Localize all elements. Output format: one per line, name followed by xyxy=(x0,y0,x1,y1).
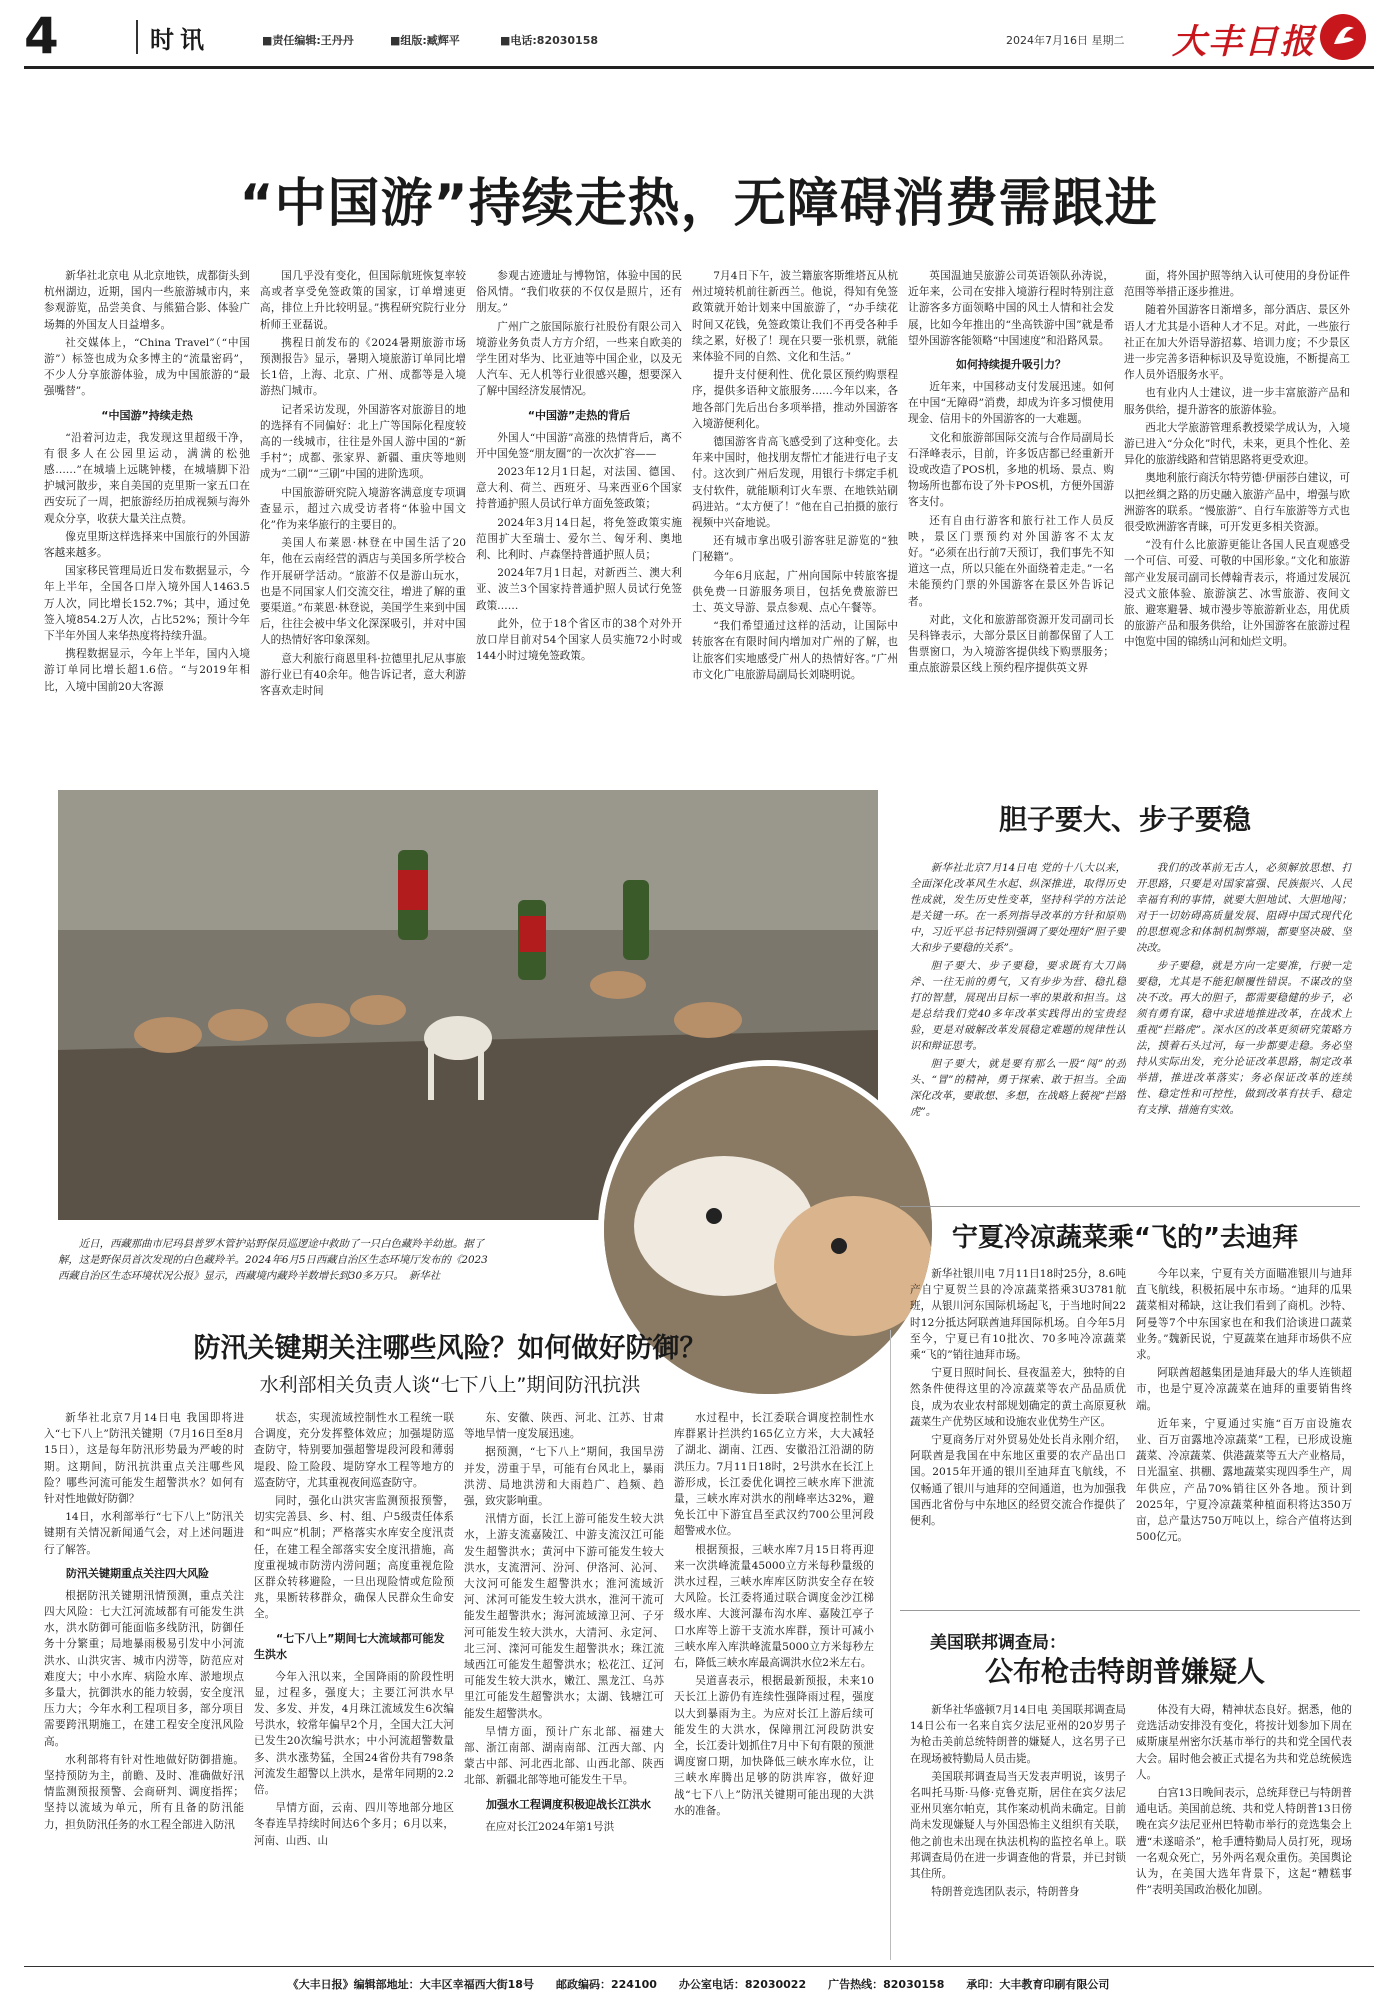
flood-subhead-2: “七下八上”期间七大流域都可能发生洪水 xyxy=(254,1631,445,1661)
section-label: 时讯 xyxy=(150,26,210,54)
footer-rule xyxy=(24,1966,1374,1967)
editor-credit: ■责任编辑:王丹丹 xyxy=(262,34,354,47)
lead-column-3: 参观古迹遗址与博物馆，体验中国的民俗风情。“我们收获的不仅仅是照片，还有朋友。” 广州广之旅国际旅行社股份有限公司入境游业务负责人方方介绍，一些来自欧美的学生团对华为、比亚迪等中国企业，以及无人汽车、无人机等行业很感兴趣，想要深入了解中国经济发展情况。 “中国游”走热的背后 外国人“中国游”高涨的热情背后，离不开中国免签“朋友圈”的一次次扩容—— 2023年12月1日起，对法国、德国、意大利、荷兰、西班牙、马来西亚6个国家持普通护照人员试行单方面免签政策； 2024年3月14日起，将免签政策实施范围扩大至瑞士、爱尔兰、匈牙利、奥地利、比利时、卢森堡持普通护照人员； 2024年7月1日起，对新西兰、澳大利亚、波兰3个国家持普通护照人员试行免签政策…… 此外，位于18个省区市的38个对外开放口岸目前对54个国家人员实施72小时或144小时过境免签政策。 xyxy=(476,270,682,663)
flood-column-3: 东、安徽、陕西、河北、江苏、甘肃等地旱情一度发展迅速。 据预测，“七下八上”期间，我国旱涝并发，涝重于旱，可能有台风北上，暴雨洪涝、局地洪涝和大雨趋广、趋频、趋强，致灾影响重。 汛情方面，长江上游可能发生较大洪水，上游支流嘉陵江、中游支流汉江可能发生超警洪水；黄河中下游可能发生较大洪水，支流渭河、汾河、伊洛河、沁河、大汶河可能发生超警洪水；淮河流域沂河、沭河可能发生较大洪水，淮河干流可能发生超警洪水；海河流域漳卫河、子牙河可能发生较大洪水，大清河、永定河、北三河、滦河可能发生超警洪水；珠江流域西江可能发生超警洪水；松花江、辽河可能发生较大洪水，嫩江、黑龙江、乌苏里江可能发生超警洪水；太湖、钱塘江可能发生超警洪水。 旱情方面，预计广东北部、福建大部、浙江南部、湖南南部、江西大部、内蒙古中部、河北西北部、山西北部、陕西北部、新疆北部等地可能发生干旱。 加强水工程调度积极迎战长江洪水 在应对长江2024年第1号洪 xyxy=(464,1412,664,1833)
column-divider xyxy=(890,1330,891,1960)
flood-column-1: 新华社北京7月14日电 我国即将进入“七下八上”防汛关键期（7月16日至8月15日），这是每年防汛形势最为严峻的时期。这期间，防汛抗洪重点关注哪些风险？哪些河流可能发生超警洪水？如何有针对性地做好防御？ 14日，水利部举行“七下八上”防汛关键期有关情况新闻通气会，对上述问题进行了解答。 防汛关键期重点关注四大风险 根据防汛关键期汛情预测，重点关注四大风险：七大江河流域都有可能发生洪水，洪水防御可能面临多线防汛，防御任务十分繁重；局地暴雨极易引发中小河流洪水、山洪灾害、城市内涝等，防范应对难度大；中小水库、病险水库、淤地坝点多量大，抗御洪水的能力较弱，安全度汛压力大；今年水利工程项目多，部分项目需要跨汛期施工，在建工程安全度汛风险高。 水利部将有针对性地做好防御措施。坚持预防为主，前瞻、及时、准确做好汛情监测预报预警、会商研判、调度指挥；坚持以流域为单元，所有且备的防汛能力，担负防汛任务的水工程全部进入防汛 xyxy=(44,1412,244,1831)
editorial-column-1: 新华社北京7月14日电 党的十八大以来，全面深化改革风生水起、纵深推进，取得历史性成就，发生历史性变革，坚持科学的方法论是关键一环。在一系列指导改革的方针和原则中，习近平总书记特别强调了要处理好“胆子要大和步子要稳的关系”。 胆子要大、步子要稳，要求既有大刀阔斧、一往无前的勇气，又有步步为营、稳扎稳打的智慧，展现出目标一率的果敢和担当。这是总结我们党40多年改革实践得出的宝贵经验，更是对破解改革发展稳定难题的规律性认识和辩证思考。 胆子要大，就是要有那么一股“闯”的劲头、“冒”的精神，勇于探索、敢于担当。全面深化改革，要敢想、多想，在战略上藐视“拦路虎”。 xyxy=(910,862,1126,1118)
lead-column-4: 7月4日下午，波兰籍旅客斯维塔瓦从杭州过境转机前往新西兰。他说，得知有免签政策就开始计划来中国旅游了，“办手续花时间又花钱，免签政策让我们不再受各种手续之累，好极了！现在只要一张机票，就能来体验不同的自然、文化和生活。” 提升支付便利性、优化景区预约购票程序，提供多语种文旅服务……今年以来，各地各部门先后出台多项举措，推动外国游客入境游便利化。 德国游客肯高飞感受到了这种变化。去年来中国时，他找朋友帮忙才能进行电子支付。这次到广州后发现，用银行卡绑定手机支付软件，就能顺利订火车票、在地铁站刷码进站。“太方便了！”他在自己拍摄的旅行视频中兴奋地说。 还有城市拿出吸引游客驻足游览的“独门秘籍”。 今年6月底起，广州向国际中转旅客提供免费一日游服务项目，包括免费旅游巴士、英文导游、景点参观、点心午餐等。 “我们希望通过这样的活动，让国际中转旅客在有限时间内增加对广州的了解，也让旅客们实地感受广州人的热情好客。”广州市文化广电旅游局副局长刘晓明说。 xyxy=(692,270,898,681)
flood-headline: 防汛关键期关注哪些风险？如何做好防御？ xyxy=(193,1333,707,1364)
footer-info: 《大丰日报》编辑部地址：大丰区幸福西大街18号 邮政编码：224100 办公室电话：82030022 广告热线：82030158 承印：大丰教育印刷有限公司 xyxy=(287,1978,1110,1991)
issue-date: 2024年7月16日 星期二 xyxy=(1006,34,1125,47)
lead-column-6: 面，将外国护照等纳入认可使用的身份证件范围等举措正逐步推进。 随着外国游客日渐增多，部分酒店、景区外语人才尤其是小语种人才不足。对此，一些旅行社正在加大外语导游招募、培训力度；不少景区进一步完善多语种标识及导览设施，不断提高工作人员外语服务水平。 也有业内人士建议，进一步丰富旅游产品和服务供给，提升游客的旅游体验。 西北大学旅游管理系教授梁学成认为，入境游已进入“分众化”时代，未来，更具个性化、差异化的旅游线路和营销思路将更受欢迎。 奥地利旅行商沃尔特劳德·伊丽莎白建议，可以把丝绸之路的历史融入旅游产品中，增强与欧洲游客的联系。“慢旅游”、自行车旅游等方式也很受欧洲游客青睐，可开发更多相关资源。 “没有什么比旅游更能让各国人民直观感受一个可信、可爱、可敬的中国形象。”文化和旅游部产业发展司副司长傅翰青表示，将通过发展沉浸式文旅体验、旅游演艺、冰雪旅游、夜间文旅、避寒避暑、城市漫步等旅游新业态，用优质的旅游产品和服务供给，让外国游客在旅游过程中饱览中国的锦绣山河和灿烂文明。 xyxy=(1124,270,1350,649)
flood-column-2: 状态，实现流域控制性水工程统一联合调度，充分发挥整体效应；加强堤防巡查防守，特别要加强超警堤段河段和薄弱堤段、险工险段、堤防穿水工程等地方的巡查防守，尤其重视夜间巡查防守。 同时，强化山洪灾害监测预报预警，切实完善县、乡、村、组、户5级责任体系和“叫应”机制；严格落实水库安全度汛责任，在建工程全部落实安全度汛措施，高度重视城市防涝内涝问题；高度重视危险区群众转移避险，一旦出现险情或危险预兆，果断转移群众，确保人民群众生命安全。 “七下八上”期间七大流域都可能发生洪水 今年入汛以来，全国降雨的阶段性明显，过程多，强度大；主要江河洪水早发、多发、并发，4月珠江流域发生6次编号洪水，较常年偏早2个月，全国大江大河已发生20次编号洪水；中小河流超警数量多、洪水涨势猛，全国24省份共有798条河流发生超警以上洪水，是常年同期的2.2倍。 旱情方面，云南、四川等地部分地区冬春连旱持续时间达6个多月；6月以来，河南、山西、山 xyxy=(254,1412,454,1847)
photo-caption: 近日，西藏那曲市尼玛县普罗木管护站野保员巡逻途中救助了一只白色藏羚羊幼崽。据了解，这是野保员首次发现的白色藏羚羊。2024年6月5日西藏自治区生态环境厅发布的《2023西藏自治区生态环境状况公报》显示，西藏境内藏羚羊数增长到30多万只。 新华社 xyxy=(58,1238,488,1282)
lead-subhead-3: 如何持续提升吸引力？ xyxy=(956,358,1066,372)
header-divider xyxy=(136,20,138,54)
flood-subhead-3: 加强水工程调度积极迎战长江洪水 xyxy=(486,1797,651,1811)
lead-column-1: 新华社北京电 从北京地铁，成都街头到杭州湖边，近期，国内一些旅游城市内，来参观游览，品尝美食、与熊猫合影、体验广场舞的外国友人日益增多。 社交媒体上，“China Travel”（“中国游”）标签也成为众多博主的“流量密码”，不少人分享旅游体验，成为中国旅游的“最强嘴替”。 “中国游”持续走热 “沿着河边走，我发现这里超级干净，有很多人在公园里运动，满满的松弛感……”在城墙上远眺钟楼，在城墙脚下沿护城河散步，来自美国的克里斯一家五口在西安玩了一周，把旅游经历拍成视频与海外观众分享，收获大量关注点赞。 像克里斯这样选择来中国旅行的外国游客越来越多。 国家移民管理局近日发布数据显示，今年上半年，全国各口岸入境外国人1463.5万人次，同比增长152.7%；其中，通过免签入境854.2万人次，占比52%；预计今年下半年外国人来华热度将持续升温。 携程数据显示，今年上半年，国内入境游订单同比增长超1.6倍。“与2019年相比，入境中国前20大客源 xyxy=(44,270,250,693)
ningxia-headline: 宁夏冷凉蔬菜乘“飞的”去迪拜 xyxy=(951,1223,1299,1253)
us-column-1: 新华社华盛顿7月14日电 美国联邦调查局14日公布一名来自宾夕法尼亚州的20岁男子为枪击美前总统特朗普的嫌疑人，这名男子已在现场被特勤局人员击毙。 美国联邦调查局当天发表声明说，该男子名叫托马斯·马修·克鲁克斯，居住在宾夕法尼亚州贝塞尔帕克，其作案动机尚未确定。目前尚未发现嫌疑人与外国恐怖主义组织有关联，他之前也未出现在执法机构的监控名单上。联邦调查局仍在进一步调查他的背景，并已封锁其住所。 特朗普竞选团队表示，特朗普身 xyxy=(910,1704,1126,1899)
lead-subhead-1: “中国游”持续走热 xyxy=(101,408,193,422)
editorial-headline: 胆子要大、步子要稳 xyxy=(998,803,1251,836)
layout-credit: ■组版:臧辉平 xyxy=(390,34,460,47)
us-column-2: 体没有大碍，精神状态良好。据悉，他的竞选活动安排没有变化，将按计划参加下周在威斯康星州密尔沃基市举行的共和党全国代表大会。届时他会被正式提名为共和党总统候选人。 白宫13日晚间表示，总统拜登已与特朗普通电话。美国前总统、共和党人特朗普13日傍晚在宾夕法尼亚州巴特勒市举行的竞选集会上遭“未遂暗杀”，枪手遭特勤局人员打死，现场一名观众死亡，另外两名观众重伤。美国舆论认为，在美国大选年背景下，这起“糟糕事件”表明美国政治极化加剧。 xyxy=(1136,1704,1352,1897)
editorial-column-2: 我们的改革前无古人，必须解放思想、打开思路，只要是对国家富强、民族振兴、人民幸福有利的事情，就要大胆地试、大胆地闯；对于一切妨碍高质量发展、阻碍中国式现代化的思想观念和体制机制弊端，都要坚决破、坚决改。 步子要稳，就是方向一定要准，行驶一定要稳，尤其是不能犯颠覆性错误。不谋改的坚决不改。再大的胆子，都需要稳健的步子，必须有勇有谋，稳中求进地推进改革，在战术上重视“拦路虎”。深水区的改革更须研究策略方法，摸着石头过河，每一步都要走稳。务必坚持从实际出发，充分论证改革思路，制定改革举措，推进改革落实；务必保证改革的连续性、稳定性和可控性，做到改革有扶手、稳定有支撑、措施有实效。 xyxy=(1136,862,1352,1116)
us-headline: 公布枪击特朗普嫌疑人 xyxy=(984,1655,1265,1688)
ningxia-rule xyxy=(900,1610,1360,1611)
ningxia-column-1: 新华社银川电 7月11日18时25分，8.6吨产自宁夏贺兰县的冷凉蔬菜搭乘3U3781航班，从银川河东国际机场起飞，于当地时间22时12分抵达阿联酋迪拜国际机场。自今年5月至今，宁夏已有10批次、70多吨冷凉蔬菜乘“飞的”销往迪拜市场。 宁夏日照时间长、昼夜温差大，独特的自然条件使得这里的冷凉蔬菜等农产品品质优良，成为农业农村部规划确定的黄土高原夏秋蔬菜生产优势区域和设施农业优势生产区。 宁夏商务厅对外贸易处处长肖永刚介绍，阿联酋是我国在中东地区重要的农产品出口国。2015年开通的银川至迪拜直飞航线，不仅畅通了银川与迪拜的空间通道，也为加强我国西北省份与中东地区的经贸交流合作提供了便利。 xyxy=(910,1268,1126,1528)
lead-column-2: 国几乎没有变化，但国际航班恢复率较高或者享受免签政策的国家，订单增速更高，排位上升比较明显。”携程研究院行业分析师王亚磊说。 携程日前发布的《2024暑期旅游市场预测报告》显示，暑期入境旅游订单同比增长1倍，上海、北京、广州、成都等是入境游热门城市。 记者采访发现，外国游客对旅游目的地的选择有不同偏好：北上广等国际化程度较高的一线城市，往往是外国人游中国的“新手村”；成都、张家界、新疆、重庆等地则成为“二刷”“三刷”中国的进阶选项。 中国旅游研究院入境游客满意度专项调查显示，超过六成受访者将“体验中国文化”作为来华旅行的主要目的。 美国人布莱恩·林登在中国生活了20年，他在云南经营的酒店与美国多所学校合作开展研学活动。“旅游不仅是游山玩水，也是不同国家人们交流交往，增进了解的重要渠道。”布莱恩·林登说，美国学生来到中国后，往往会被中华文化深深吸引，并对中国人的热情好客印象深刻。 意大利旅行商恩里科·拉德里扎尼从事旅游行业已有40余年。他告诉记者，意大利游客喜欢走时间 xyxy=(260,270,466,698)
flood-subhead: 水利部相关负责人谈“七下八上”期间防汛抗洪 xyxy=(259,1374,641,1396)
phone-credit: ■电话:82030158 xyxy=(500,34,599,47)
us-kicker: 美国联邦调查局： xyxy=(930,1633,1066,1653)
lead-headline: “中国游”持续走热，无障碍消费需跟进 xyxy=(239,174,1158,234)
masthead-emblem-icon xyxy=(1320,14,1366,60)
ningxia-column-2: 今年以来，宁夏有关方面瞄准银川与迪拜直飞航线，积极拓展中东市场。“迪拜的瓜果蔬菜相对稀缺，这让我们看到了商机。沙特、阿曼等7个中东国家也在和我们洽谈进口蔬菜业务。”魏新民说，宁夏蔬菜在迪拜市场供不应求。 阿联酋超越集团是迪拜最大的华人连锁超市，也是宁夏冷凉蔬菜在迪拜的重要销售终端。 近年来，宁夏通过实施“百万亩设施农业、百万亩露地冷凉蔬菜”工程，已形成设施蔬菜、冷凉蔬菜、供港蔬菜等五大产业格局，日光温室、拱棚、露地蔬菜实现四季生产，周年供应，产品70%销往区外各地。预计到2025年，宁夏冷凉蔬菜种植面积将达350万亩，总产量达750万吨以上，综合产值将达到500亿元。 xyxy=(1136,1268,1352,1544)
editorial-rule xyxy=(900,1206,1360,1207)
flood-subhead-1: 防汛关键期重点关注四大风险 xyxy=(66,1566,209,1580)
page-number: 4 xyxy=(24,7,59,65)
masthead-logo: 大丰日报 xyxy=(1172,22,1316,62)
lead-subhead-2: “中国游”走热的背后 xyxy=(527,408,631,422)
flood-column-4: 水过程中，长江委联合调度控制性水库群累计拦洪约165亿立方米，大大减轻了湖北、湖南、江西、安徽沿江沿湖的防洪压力。7月11日18时，2号洪水在长江上游形成，长江委优化调控三峡水库下泄流量，三峡水库对洪水的削峰率达32%，避免长江中下游宜昌至武汉约700公里河段超警戒水位。 根据预报，三峡水库7月15日将再迎来一次洪峰流量45000立方米每秒量级的洪水过程，三峡水库库区防洪安全存在较大风险。长江委将通过联合调度金沙江梯级水库、大渡河瀑布沟水库、嘉陵江亭子口水库等上游干支流水库群，预计可减小三峡水库入库洪峰流量5000立方米每秒左右，降低三峡水库最高调洪水位2米左右。 吴道喜表示，根据最新预报，未来10天长江上游仍有连续性强降雨过程，强度以大到暴雨为主。为应对长江上游后续可能发生的大洪水，保障荆江河段防洪安全，长江委计划抓住7月中下旬有限的预泄调度窗口期，加快降低三峡水库水位，让三峡水库腾出足够的防洪库容，做好迎战“七下八上”防汛关键期可能出现的大洪水的准备。 xyxy=(674,1412,874,1817)
header-rule xyxy=(24,66,1374,69)
page-header xyxy=(0,0,1397,74)
lead-column-5: 英国温迪吴旅游公司英语领队孙涛说，近年来，公司在安排入境游行程时特别注意让游客多方面领略中国的风土人情和社会发展，比如今年推出的“坐高铁游中国”就是希望外国游客能领略“中国速度”和沿路风景。 如何持续提升吸引力？ 近年来，中国移动支付发展迅速。如何在中国“无障碍”消费，却成为许多习惯使用现金、信用卡的外国游客的一大难题。 文化和旅游部国际交流与合作局副局长石泽峰表示，目前，许多饭店都已经重新开设或改造了POS机，多地的机场、景点、购物场所也都布设了外卡POS机，方便外国游客支付。 还有自由行游客和旅行社工作人员反映，景区门票预约对外国游客不太友好。“必须在出行前7天预订，我们事先不知道这一点，所以只能在外面绕着走走。”一名未能预约门票的外国游客在景区外告诉记者。 对此，文化和旅游部资源开发司副司长吴科锋表示，大部分景区目前都保留了人工售票窗口，为入境游客提供线下购票服务；重点旅游景区线上预约程序提供英文界 xyxy=(908,270,1114,675)
